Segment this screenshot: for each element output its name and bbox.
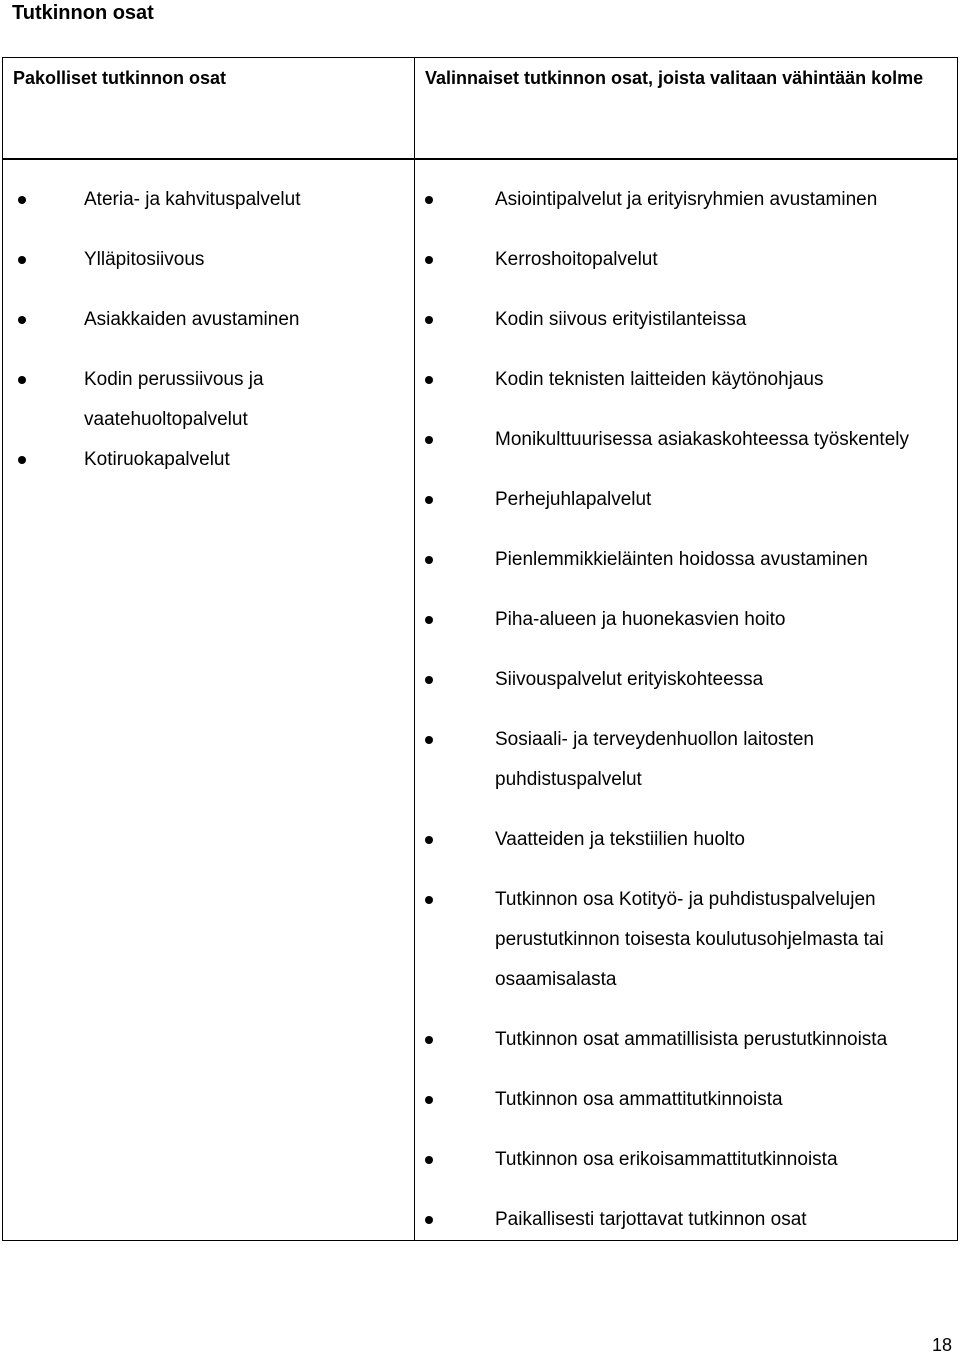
list-item: [415, 540, 957, 580]
section-heading: Tutkinnon osat: [12, 2, 154, 24]
list-item: [415, 480, 957, 520]
list-item-label: Asiointipalvelut ja erityisryhmien avustaminen: [495, 189, 878, 210]
list-item: [3, 240, 414, 280]
bullet-icon: [425, 496, 433, 504]
list-item: [3, 180, 414, 220]
bullet-icon: [425, 836, 433, 844]
mandatory-units-list: [3, 180, 414, 480]
list-item-label: Asiakkaiden avustaminen: [84, 309, 300, 330]
table-body-row: [3, 159, 958, 1241]
bullet-icon: [425, 556, 433, 564]
bullet-icon: [425, 676, 433, 684]
qualification-units-table: [2, 57, 958, 1241]
bullet-icon: [425, 616, 433, 624]
list-item: [3, 300, 414, 340]
list-item: [415, 240, 957, 280]
list-item-label: Tutkinnon osa Kotityö- ja puhdistuspalvelujen perustutkinnon toisesta koulutusohjelmasta tai osaamisalasta: [495, 889, 884, 990]
optional-column-header: [415, 58, 958, 160]
list-item: [415, 1020, 957, 1060]
bullet-icon: [425, 376, 433, 384]
list-item: [415, 880, 957, 1000]
bullet-icon: [425, 896, 433, 904]
list-item-label: Tutkinnon osat ammatillisista perustutkinnoista: [495, 1029, 888, 1050]
list-item-label: Ylläpitosiivous: [84, 249, 205, 270]
table-header-row: [3, 58, 958, 160]
bullet-icon: [18, 316, 26, 324]
list-item: [415, 360, 957, 400]
mandatory-column-header-text: Pakolliset tutkinnon osat: [13, 68, 227, 88]
mandatory-column-header: [3, 58, 415, 160]
list-item: [415, 300, 957, 340]
list-item-label: Sosiaali- ja terveydenhuollon laitosten puhdistuspalvelut: [495, 729, 814, 790]
bullet-icon: [425, 1036, 433, 1044]
optional-units-list: [415, 180, 957, 1240]
bullet-icon: [425, 1156, 433, 1164]
list-item-label: Paikallisesti tarjottavat tutkinnon osat: [495, 1209, 807, 1230]
bullet-icon: [425, 1096, 433, 1104]
list-item: [415, 1080, 957, 1120]
bullet-icon: [18, 376, 26, 384]
bullet-icon: [425, 256, 433, 264]
list-item: [415, 180, 957, 220]
list-item: [415, 820, 957, 860]
list-item-label: Ateria- ja kahvituspalvelut: [84, 189, 301, 210]
list-item-label: Pienlemmikkieläinten hoidossa avustaminen: [495, 549, 868, 570]
list-item-label: Kotiruokapalvelut: [84, 449, 230, 470]
list-item-label: Tutkinnon osa ammattitutkinnoista: [495, 1089, 783, 1110]
list-item-label: Piha-alueen ja huonekasvien hoito: [495, 609, 786, 630]
list-item: [415, 660, 957, 700]
page-number: 18: [931, 1335, 952, 1355]
list-item: [415, 1140, 957, 1180]
bullet-icon: [18, 196, 26, 204]
list-item-label: Monikulttuurisessa asiakaskohteessa työskentely: [495, 429, 909, 450]
bullet-icon: [425, 1216, 433, 1224]
bullet-icon: [18, 456, 26, 464]
list-item: [3, 440, 414, 480]
list-item-label: Siivouspalvelut erityiskohteessa: [495, 669, 764, 690]
list-item-label: Kodin teknisten laitteiden käytönohjaus: [495, 369, 824, 390]
mandatory-units-cell: [3, 159, 415, 1241]
list-item: [415, 420, 957, 460]
bullet-icon: [425, 736, 433, 744]
list-item-label: Kodin siivous erityistilanteissa: [495, 309, 747, 330]
optional-units-cell: [415, 159, 958, 1241]
list-item-label: Kerroshoitopalvelut: [495, 249, 658, 270]
bullet-icon: [18, 256, 26, 264]
optional-column-header-text: Valinnaiset tutkinnon osat, joista valitaan vähintään kolme: [425, 68, 924, 88]
list-item: [3, 360, 414, 440]
bullet-icon: [425, 196, 433, 204]
list-item: [415, 720, 957, 800]
list-item-label: Perhejuhlapalvelut: [495, 489, 652, 510]
list-item-label: Kodin perussiivous ja vaatehuoltopalvelut: [84, 369, 264, 430]
list-item-label: Vaatteiden ja tekstiilien huolto: [495, 829, 745, 850]
list-item-label: Tutkinnon osa erikoisammattitutkinnoista: [495, 1149, 838, 1170]
bullet-icon: [425, 436, 433, 444]
bullet-icon: [425, 316, 433, 324]
list-item: [415, 600, 957, 640]
list-item: [415, 1200, 957, 1240]
